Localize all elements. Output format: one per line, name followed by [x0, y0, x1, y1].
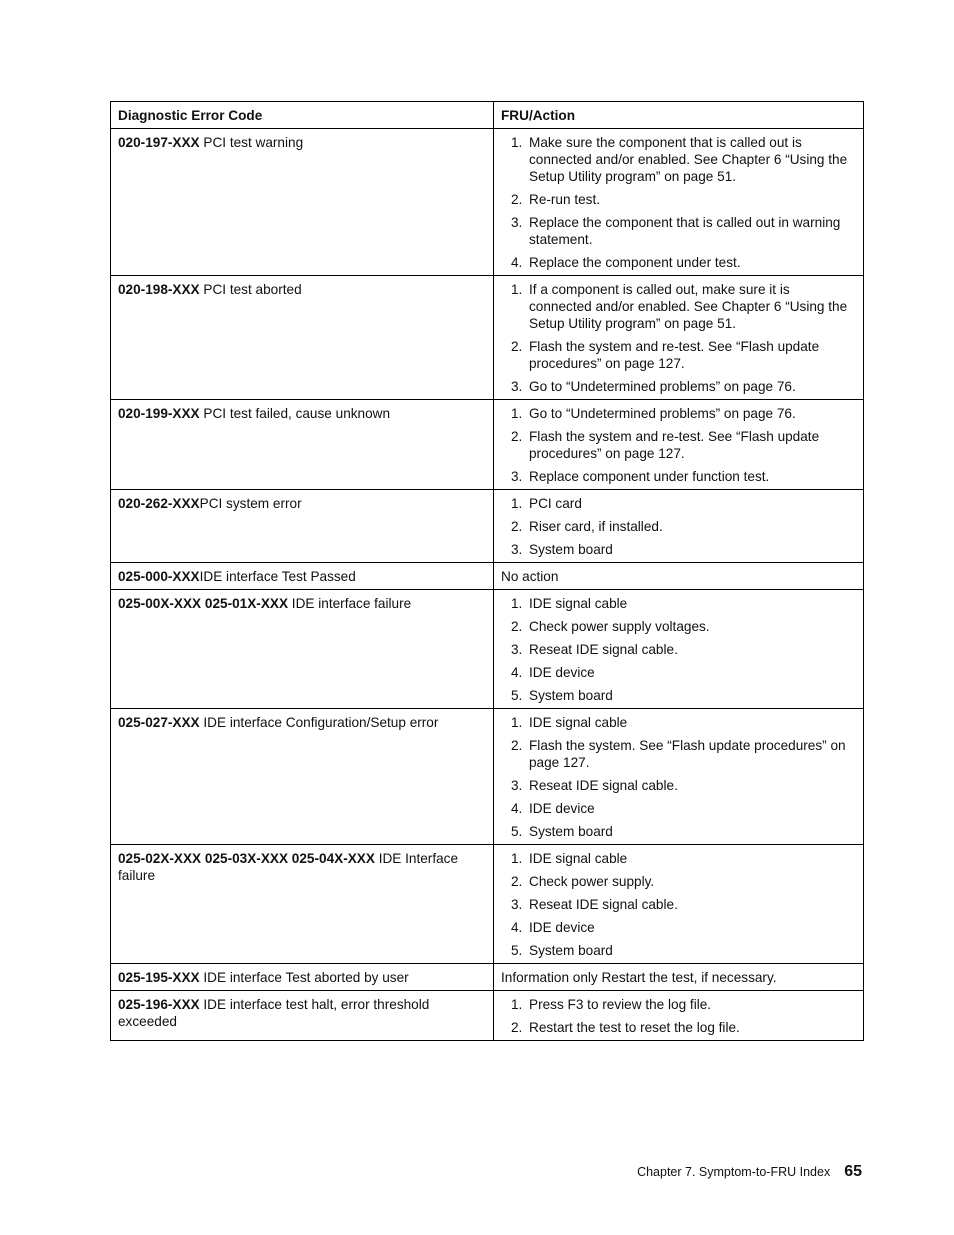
action-number: 4. — [511, 255, 523, 270]
action-number: 1. — [511, 406, 523, 421]
error-code-cell — [111, 991, 494, 1041]
action-item — [501, 428, 856, 462]
action-item — [501, 737, 856, 771]
action-number: 4. — [511, 801, 523, 816]
error-code-cell — [111, 845, 494, 964]
error-description: PCI test warning — [199, 135, 304, 150]
fru-action-cell — [494, 964, 864, 991]
action-item — [501, 714, 856, 731]
fru-action-cell — [494, 590, 864, 709]
action-item — [501, 823, 856, 840]
action-number: 3. — [511, 778, 523, 793]
action-number: 4. — [511, 920, 523, 935]
action-item — [501, 495, 856, 512]
action-number: 5. — [511, 824, 523, 839]
error-code-cell — [111, 563, 494, 590]
action-text: Press F3 to review the log file. — [529, 997, 712, 1012]
action-number: 3. — [511, 897, 523, 912]
action-text: IDE device — [529, 801, 595, 816]
action-text: Restart the test to reset the log file. — [529, 1020, 740, 1035]
action-item — [501, 191, 856, 208]
table-row — [111, 129, 864, 276]
error-code-cell — [111, 276, 494, 400]
table-row — [111, 845, 864, 964]
action-text: IDE device — [529, 665, 595, 680]
fru-action-cell — [494, 991, 864, 1041]
action-item — [501, 919, 856, 936]
action-text: Information only Restart the test, if necessary. — [501, 970, 777, 985]
error-code: 020-199-XXX — [118, 406, 200, 421]
action-number: 1. — [511, 282, 523, 297]
fru-action-cell — [494, 276, 864, 400]
page-footer — [600, 1163, 862, 1181]
action-list — [501, 850, 856, 959]
action-text: System board — [529, 824, 613, 839]
error-code: 025-195-XXX — [118, 970, 200, 985]
action-text: Make sure the component that is called out is connected and/or enabled. See Chapter 6 “Using the Setup Utility program” on page 51. — [529, 135, 848, 184]
table-row — [111, 400, 864, 490]
fru-action-cell — [494, 709, 864, 845]
action-list — [501, 405, 856, 485]
action-number: 1. — [511, 496, 523, 511]
action-number: 2. — [511, 619, 523, 634]
action-text: IDE signal cable — [529, 851, 628, 866]
error-description: IDE interface Test aborted by user — [199, 970, 409, 985]
error-code: 025-196-XXX — [118, 997, 200, 1012]
action-item — [501, 518, 856, 535]
table-row — [111, 709, 864, 845]
action-item — [501, 800, 856, 817]
header-diagnostic-error-code: Diagnostic Error Code — [111, 102, 494, 129]
action-number: 1. — [511, 715, 523, 730]
action-list — [501, 996, 856, 1036]
error-code: 020-197-XXX — [118, 135, 200, 150]
error-code: 020-198-XXX — [118, 282, 200, 297]
action-text: Check power supply voltages. — [529, 619, 710, 634]
action-text: Replace the component that is called out in warning statement. — [529, 215, 841, 247]
action-number: 3. — [511, 542, 523, 557]
action-text: PCI card — [529, 496, 582, 511]
table-header-row — [111, 102, 864, 129]
action-number: 5. — [511, 688, 523, 703]
action-text: Reseat IDE signal cable. — [529, 642, 678, 657]
action-item — [501, 1019, 856, 1036]
error-code-cell — [111, 709, 494, 845]
action-number: 2. — [511, 738, 523, 753]
error-description: PCI system error — [199, 496, 302, 511]
table-row — [111, 964, 864, 991]
action-item — [501, 996, 856, 1013]
action-item — [501, 777, 856, 794]
action-text: System board — [529, 688, 613, 703]
action-number: 1. — [511, 135, 523, 150]
action-text: Reseat IDE signal cable. — [529, 778, 678, 793]
action-item — [501, 664, 856, 681]
action-text: System board — [529, 542, 613, 557]
error-code-cell — [111, 964, 494, 991]
error-description: IDE Interface failure — [118, 851, 462, 883]
action-list — [501, 714, 856, 840]
action-item — [501, 281, 856, 332]
fru-action-cell — [494, 400, 864, 490]
action-item — [501, 214, 856, 248]
action-number: 1. — [511, 596, 523, 611]
action-item — [501, 896, 856, 913]
action-number: 3. — [511, 379, 523, 394]
action-number: 2. — [511, 429, 523, 444]
table-row — [111, 991, 864, 1041]
action-item — [501, 134, 856, 185]
action-text: No action — [501, 569, 559, 584]
action-text: Replace component under function test. — [529, 469, 770, 484]
action-text: IDE signal cable — [529, 715, 628, 730]
action-text: If a component is called out, make sure it is connected and/or enabled. See Chapter 6 “Using the Setup Utility program” on page 51. — [529, 282, 848, 331]
action-number: 5. — [511, 943, 523, 958]
action-number: 3. — [511, 215, 523, 230]
action-list — [501, 595, 856, 704]
action-list — [501, 495, 856, 558]
fru-action-cell — [494, 563, 864, 590]
action-list — [501, 134, 856, 271]
page-number: 65 — [844, 1163, 862, 1180]
fru-action-cell — [494, 490, 864, 563]
action-item — [501, 541, 856, 558]
error-code: 025-000-XXX — [118, 569, 200, 584]
error-code: 025-02X-XXX 025-03X-XXX 025-04X-XXX — [118, 851, 375, 866]
table-row — [111, 590, 864, 709]
action-text: IDE device — [529, 920, 595, 935]
action-item — [501, 850, 856, 867]
action-item — [501, 873, 856, 890]
action-item — [501, 595, 856, 612]
action-item — [501, 641, 856, 658]
action-item — [501, 338, 856, 372]
error-code-cell — [111, 129, 494, 276]
action-number: 3. — [511, 642, 523, 657]
fru-action-cell — [494, 845, 864, 964]
error-description: IDE interface test halt, error threshold exceeded — [118, 997, 434, 1029]
action-text: Re-run test. — [529, 192, 601, 207]
error-description: IDE interface failure — [288, 596, 412, 611]
error-code: 020-262-XXX — [118, 496, 200, 511]
action-list — [501, 281, 856, 395]
table-body — [111, 129, 864, 1041]
action-text: Flash the system and re-test. See “Flash update procedures” on page 127. — [529, 339, 820, 371]
action-number: 2. — [511, 874, 523, 889]
error-description: IDE interface Test Passed — [199, 569, 356, 584]
table-row — [111, 490, 864, 563]
action-item — [501, 618, 856, 635]
error-description: PCI test failed, cause unknown — [199, 406, 391, 421]
error-code-cell — [111, 490, 494, 563]
table-row — [111, 276, 864, 400]
action-number: 3. — [511, 469, 523, 484]
error-description: PCI test aborted — [199, 282, 302, 297]
diagnostic-error-table — [110, 101, 864, 1041]
action-text: System board — [529, 943, 613, 958]
action-item — [501, 687, 856, 704]
table-row — [111, 563, 864, 590]
action-number: 2. — [511, 192, 523, 207]
action-number: 4. — [511, 665, 523, 680]
action-text: IDE signal cable — [529, 596, 628, 611]
error-code-cell — [111, 590, 494, 709]
action-number: 1. — [511, 851, 523, 866]
action-text: Go to “Undetermined problems” on page 76. — [529, 406, 796, 421]
action-number: 2. — [511, 519, 523, 534]
action-item — [501, 378, 856, 395]
action-text: Flash the system and re-test. See “Flash update procedures” on page 127. — [529, 429, 820, 461]
header-fru-action: FRU/Action — [494, 102, 864, 129]
action-number: 2. — [511, 339, 523, 354]
action-text: Reseat IDE signal cable. — [529, 897, 678, 912]
action-text: Flash the system. See “Flash update procedures” on page 127. — [529, 738, 846, 770]
error-code: 025-00X-XXX 025-01X-XXX — [118, 596, 289, 611]
action-text: Check power supply. — [529, 874, 655, 889]
action-text: Riser card, if installed. — [529, 519, 663, 534]
error-description: IDE interface Configuration/Setup error — [199, 715, 439, 730]
action-number: 1. — [511, 997, 523, 1012]
action-text: Replace the component under test. — [529, 255, 741, 270]
action-item — [501, 468, 856, 485]
action-number: 2. — [511, 1020, 523, 1035]
error-code-cell — [111, 400, 494, 490]
action-item — [501, 254, 856, 271]
footer-chapter-title: Chapter 7. Symptom-to-FRU Index — [637, 1165, 831, 1179]
action-item — [501, 942, 856, 959]
action-text: Go to “Undetermined problems” on page 76. — [529, 379, 796, 394]
error-code: 025-027-XXX — [118, 715, 200, 730]
action-item — [501, 405, 856, 422]
fru-action-cell — [494, 129, 864, 276]
